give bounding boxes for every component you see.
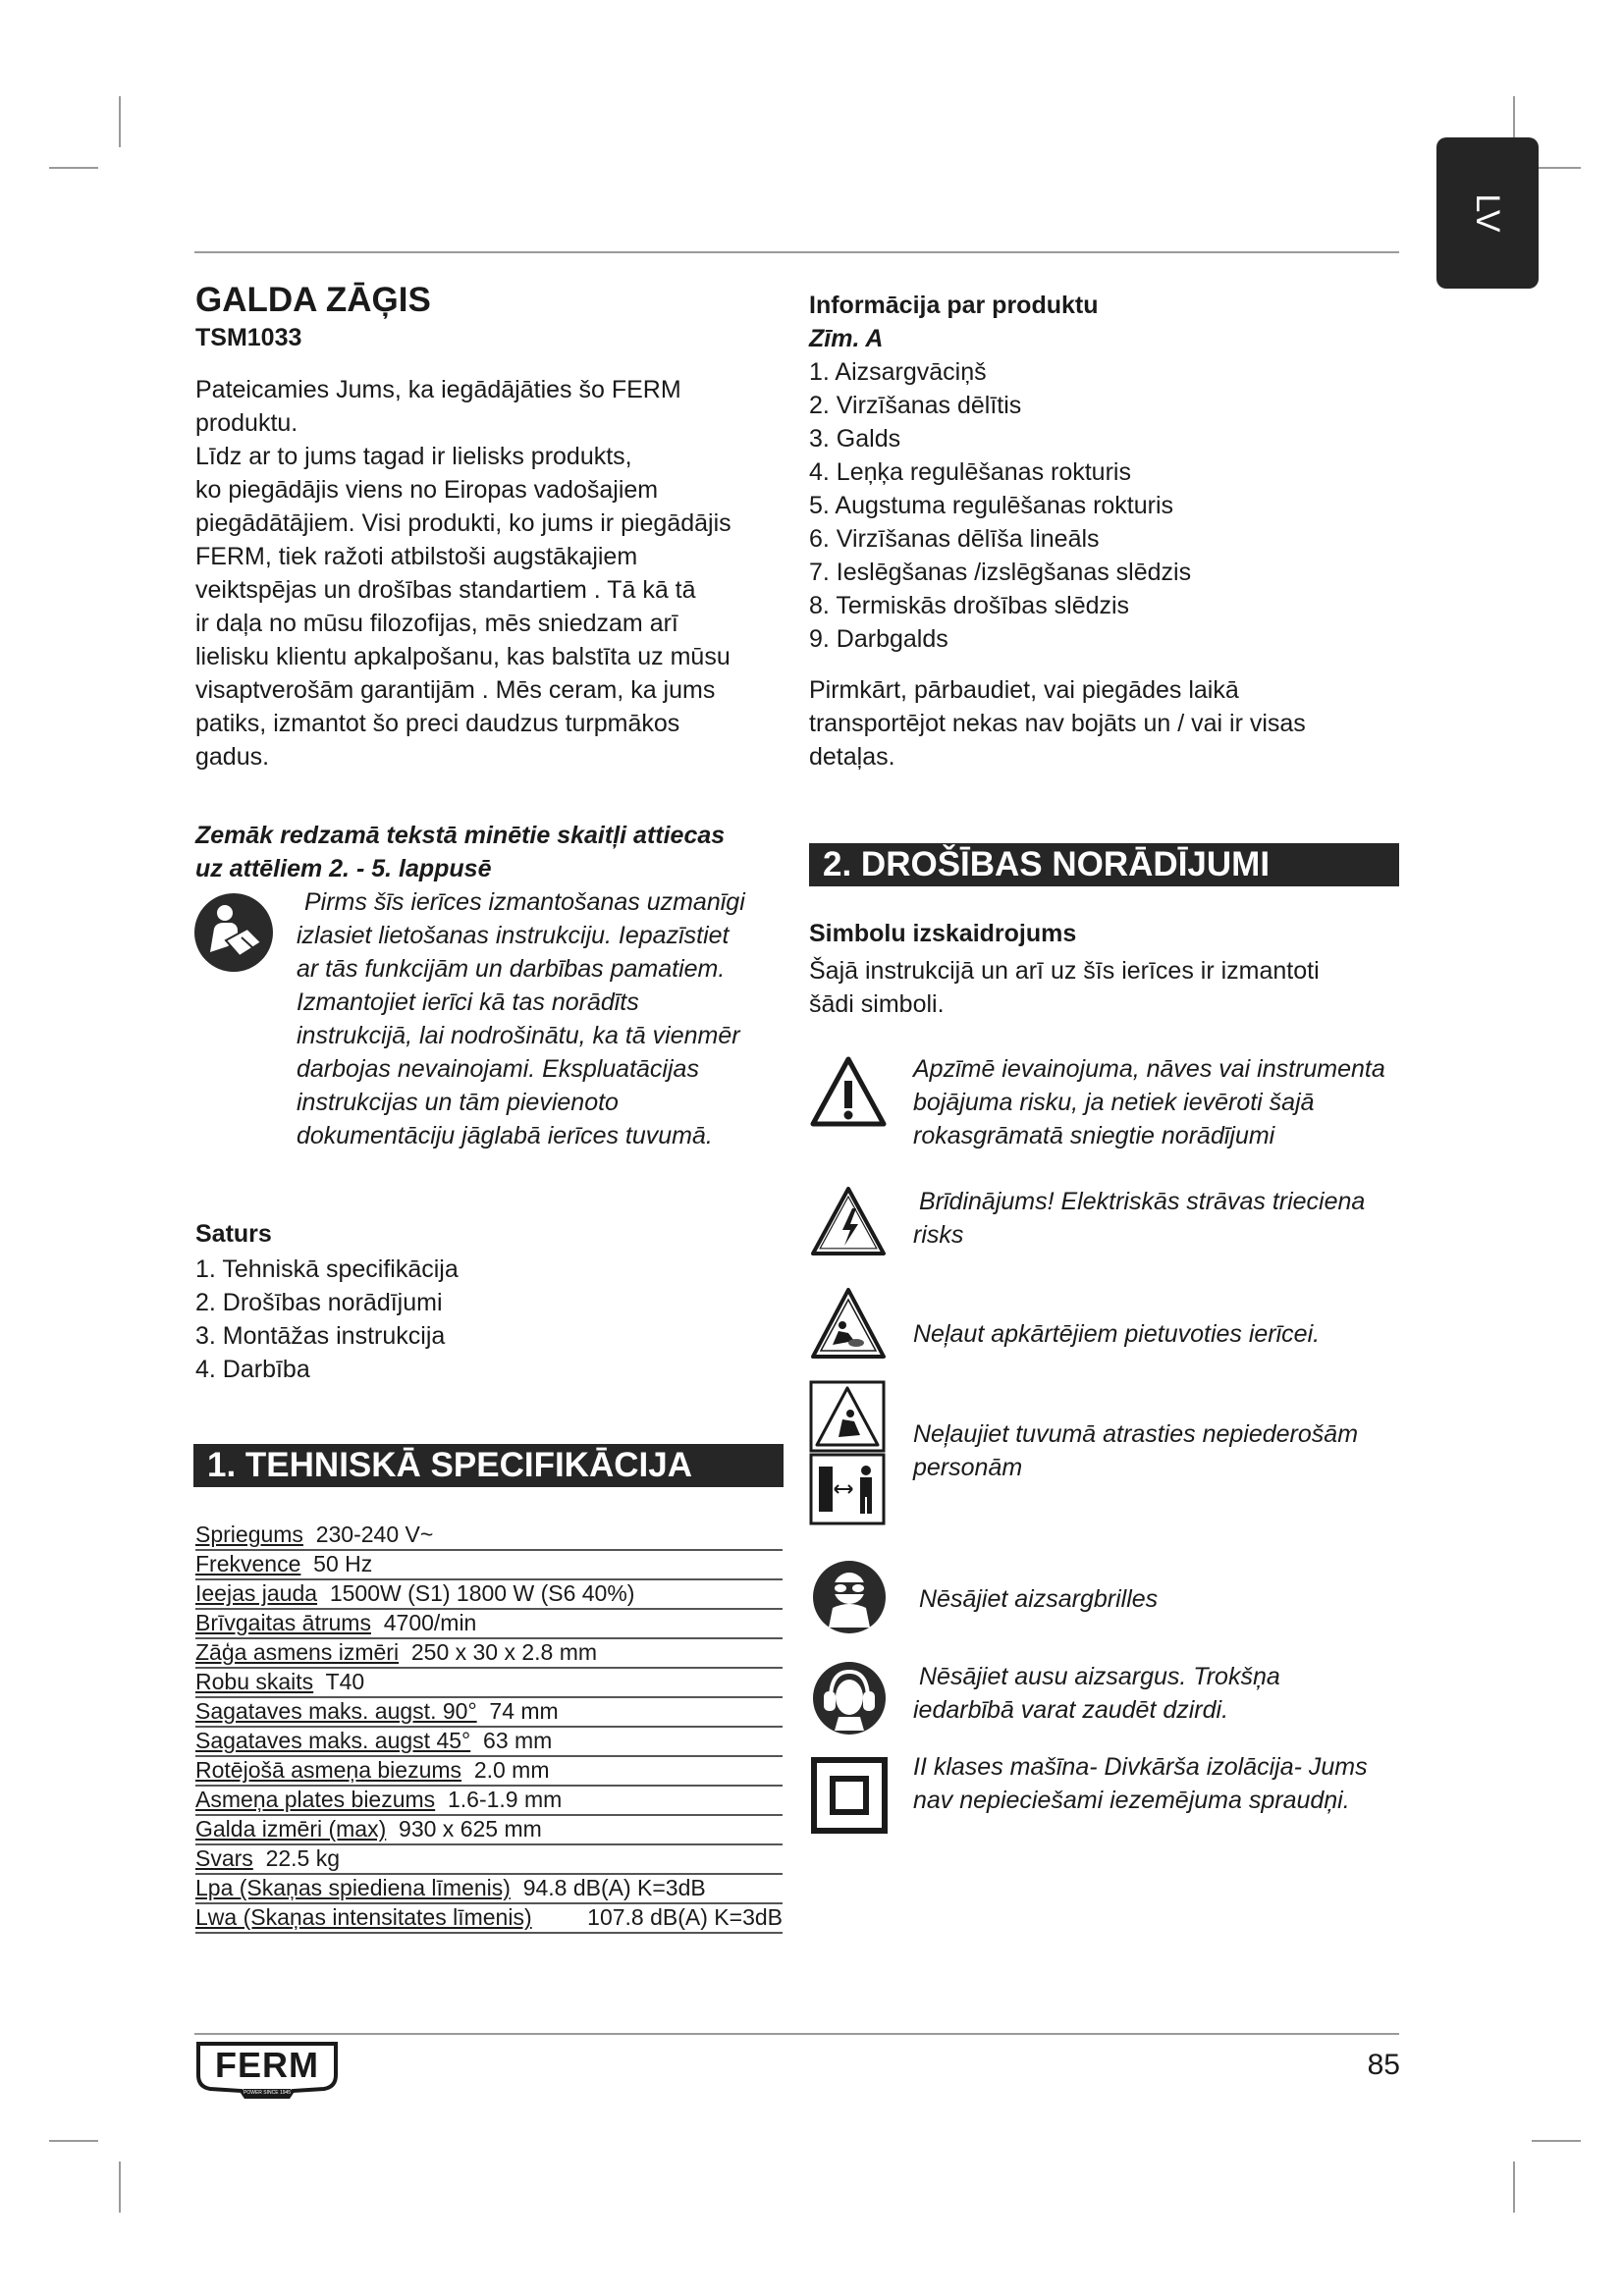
note-heading-line: uz attēliem 2. - 5. lappusē bbox=[195, 855, 492, 882]
spec-value: 230-240 V~ bbox=[315, 1522, 434, 1547]
contents-item: 3. Montāžas instrukcija bbox=[195, 1322, 446, 1350]
contents-item: 4. Darbība bbox=[195, 1356, 310, 1383]
intro-line: veiktspējas un drošības standartiem . Tā kā tā bbox=[195, 576, 696, 604]
intro-line: FERM, tiek ražoti atbilstoši augstākajiem bbox=[195, 543, 638, 570]
read-manual-line: darbojas nevainojami. Ekspluatācijas bbox=[297, 1055, 699, 1083]
spec-label: Robu skaits bbox=[195, 1669, 314, 1694]
spec-value: 22.5 kg bbox=[265, 1845, 341, 1871]
intro-line: lielisku klientu apkalpošanu, kas balstīta uz mūsu bbox=[195, 643, 731, 670]
sym-line: Nēsājiet aizsargbrilles bbox=[919, 1585, 1159, 1613]
check-line: transportējot nekas nav bojāts un / vai ir visas bbox=[809, 710, 1306, 737]
spec-value: 107.8 dB(A) K=3dB bbox=[587, 1904, 783, 1930]
figure-note-heading bbox=[195, 819, 804, 885]
part-item: 7. Ieslēgšanas /izslēgšanas slēdzis bbox=[809, 559, 1192, 586]
contents-heading: Saturs bbox=[195, 1220, 272, 1248]
spec-row bbox=[195, 1726, 783, 1757]
sym-line: bojājuma risku, ja netiek ievēroti šajā bbox=[913, 1089, 1315, 1116]
spec-row bbox=[195, 1843, 783, 1875]
footer-rule bbox=[194, 2033, 1399, 2035]
spec-value: 94.8 dB(A) K=3dB bbox=[522, 1875, 706, 1900]
spec-row bbox=[195, 1902, 783, 1934]
sym-line: Apzīmē ievainojuma, nāves vai instrumenta bbox=[913, 1055, 1385, 1083]
part-item: 8. Termiskās drošības slēdzis bbox=[809, 592, 1130, 619]
class-ii-symbol-text bbox=[913, 1750, 1404, 1817]
spec-label: Rotējošā asmeņa biezums bbox=[195, 1757, 462, 1783]
crop-mark bbox=[119, 96, 121, 147]
spec-label: Spriegums bbox=[195, 1522, 303, 1547]
product-info-heading: Informācija par produktu bbox=[809, 292, 1099, 319]
warning-symbol-text bbox=[913, 1052, 1404, 1152]
symbols-intro-block bbox=[809, 917, 1398, 1021]
read-manual-line: Pirms šīs ierīces izmantošanas uzmanīgi bbox=[304, 888, 745, 916]
check-line: Pirmkārt, pārbaudiet, vai piegādes laikā bbox=[809, 676, 1239, 704]
section-1-heading: 1. TEHNISKĀ SPECIFIKĀCIJA bbox=[193, 1444, 784, 1487]
spec-label: Lpa (Skaņas spiediena līmenis) bbox=[195, 1875, 511, 1900]
part-item: 2. Virzīšanas dēlītis bbox=[809, 392, 1022, 419]
crop-mark bbox=[49, 167, 98, 169]
spec-label: Frekvence bbox=[195, 1551, 301, 1576]
crop-mark bbox=[1513, 2162, 1515, 2213]
symbols-heading: Simbolu izskaidrojums bbox=[809, 920, 1077, 947]
note-heading-line: Zemāk redzamā tekstā minētie skaitļi attiecas bbox=[195, 822, 726, 849]
electric-shock-icon bbox=[809, 1185, 888, 1257]
product-info-block bbox=[809, 289, 1398, 774]
spec-value: 2.0 mm bbox=[473, 1757, 550, 1783]
spec-value: 74 mm bbox=[489, 1698, 559, 1724]
page-number: 85 bbox=[1367, 2049, 1400, 2081]
sym-line: risks bbox=[913, 1221, 964, 1249]
parts-list bbox=[809, 355, 1398, 656]
spec-value: 4700/min bbox=[383, 1610, 477, 1635]
spec-label: Sagataves maks. augst. 90° bbox=[195, 1698, 477, 1724]
intro-line: gadus. bbox=[195, 743, 270, 771]
intro-line: produktu. bbox=[195, 409, 298, 437]
double-insulation-icon bbox=[811, 1757, 888, 1834]
read-manual-line: instrukcijas un tām pievienoto bbox=[297, 1089, 619, 1116]
header-rule bbox=[194, 251, 1399, 253]
spec-label: Svars bbox=[195, 1845, 253, 1871]
electric-symbol-text bbox=[913, 1185, 1404, 1252]
part-item: 1. Aizsargvāciņš bbox=[809, 358, 987, 386]
unauthorized-symbol-text bbox=[913, 1417, 1404, 1484]
spec-label: Sagataves maks. augst 45° bbox=[195, 1728, 471, 1753]
product-title: GALDA ZĀĢIS bbox=[195, 281, 431, 319]
spec-row bbox=[195, 1785, 783, 1816]
crop-mark bbox=[49, 2140, 98, 2142]
intro-line: ko piegādājis viens no Eiropas vadošajiem bbox=[195, 476, 659, 504]
sym-line: Nēsājiet ausu aizsargus. Trokšņa bbox=[919, 1663, 1280, 1690]
spec-value: 1.6-1.9 mm bbox=[447, 1787, 563, 1812]
delivery-check-paragraph bbox=[809, 673, 1398, 774]
part-item: 5. Augstuma regulēšanas rokturis bbox=[809, 492, 1174, 519]
spec-value: 63 mm bbox=[483, 1728, 553, 1753]
intro-line: piegādātājiem. Visi produkti, ko jums ir piegādājis bbox=[195, 509, 731, 537]
spec-value: 930 x 625 mm bbox=[399, 1816, 542, 1842]
sym-line: II klases mašīna- Divkārša izolācija- Jums bbox=[913, 1753, 1368, 1781]
figure-label: Zīm. A bbox=[809, 325, 884, 352]
spec-row bbox=[195, 1696, 783, 1728]
sym-line: Brīdinājums! Elektriskās strāvas trieciena bbox=[919, 1188, 1366, 1215]
sym-line: nav nepieciešami iezemējuma spraudņi. bbox=[913, 1787, 1350, 1814]
part-item: 9. Darbgalds bbox=[809, 625, 948, 653]
spec-row bbox=[195, 1873, 783, 1904]
sym-line: rokasgrāmatā sniegtie norādījumi bbox=[913, 1122, 1275, 1149]
read-manual-line: instrukcijā, lai nodrošinātu, ka tā vienmēr bbox=[297, 1022, 740, 1049]
ear-protection-icon bbox=[811, 1660, 888, 1736]
contents-item: 1. Tehniskā specifikācija bbox=[195, 1255, 459, 1283]
sym-line: Neļaut apkārtējiem pietuvoties ierīcei. bbox=[913, 1320, 1321, 1348]
read-manual-text bbox=[297, 885, 787, 1152]
crop-mark bbox=[1532, 2140, 1581, 2142]
part-item: 4. Leņķa regulēšanas rokturis bbox=[809, 458, 1131, 486]
spec-label: Lwa (Skaņas intensitates līmenis) bbox=[195, 1904, 532, 1930]
sym-line: iedarbībā varat zaudēt dzirdi. bbox=[913, 1696, 1229, 1724]
spec-label: Galda izmēri (max) bbox=[195, 1816, 387, 1842]
spec-row bbox=[195, 1578, 783, 1610]
intro-line: ir daļa no mūsu filozofijas, mēs sniedzam arī bbox=[195, 610, 678, 637]
intro-paragraph bbox=[195, 373, 804, 774]
language-tab-label: LV bbox=[1469, 193, 1507, 233]
intro-line: Pateicamies Jums, ka iegādājāties šo FERM bbox=[195, 376, 681, 403]
check-line: detaļas. bbox=[809, 743, 895, 771]
warning-triangle-icon bbox=[809, 1055, 888, 1128]
part-item: 6. Virzīšanas dēlīša lineāls bbox=[809, 525, 1100, 553]
language-tab bbox=[1436, 137, 1539, 289]
intro-line: patiks, izmantot šo preci daudzus turpmākos bbox=[195, 710, 680, 737]
read-manual-line: dokumentāciju jāglabā ierīces tuvumā. bbox=[297, 1122, 713, 1149]
spec-row bbox=[195, 1637, 783, 1669]
contents-list bbox=[195, 1253, 785, 1386]
spec-value: 50 Hz bbox=[313, 1551, 373, 1576]
model-number: TSM1033 bbox=[195, 324, 302, 351]
contents-item: 2. Drošības norādījumi bbox=[195, 1289, 443, 1316]
spec-value: T40 bbox=[325, 1669, 365, 1694]
symbols-intro-line: Šajā instrukcijā un arī uz šīs ierīces ir izmantoti bbox=[809, 957, 1320, 985]
spec-row bbox=[195, 1520, 783, 1551]
logo-tagline: POWER SINCE 1945 bbox=[244, 2090, 292, 2096]
read-manual-line: izlasiet lietošanas instrukciju. Iepazīstiet bbox=[297, 922, 730, 949]
spec-label: Ieejas jauda bbox=[195, 1580, 318, 1606]
goggles-symbol-text bbox=[919, 1582, 1400, 1616]
section-2-heading: 2. DROŠĪBAS NORĀDĪJUMI bbox=[809, 843, 1399, 886]
intro-line: Līdz ar to jums tagad ir lielisks produkts, bbox=[195, 443, 632, 470]
logo-text: FERM bbox=[215, 2045, 319, 2085]
symbols-intro-line: šādi simboli. bbox=[809, 990, 945, 1018]
spec-row bbox=[195, 1608, 783, 1639]
read-manual-line: ar tās funkcijām un darbības pamatiem. bbox=[297, 955, 726, 983]
bystanders-symbol-text bbox=[913, 1317, 1404, 1351]
spec-row bbox=[195, 1755, 783, 1787]
spec-label: Brīvgaitas ātrums bbox=[195, 1610, 371, 1635]
read-manual-line: Izmantojiet ierīci kā tas norādīts bbox=[297, 988, 639, 1016]
sym-line: personām bbox=[913, 1454, 1023, 1481]
crop-mark bbox=[119, 2162, 121, 2213]
no-unauthorized-persons-icon bbox=[809, 1380, 886, 1525]
read-manual-icon bbox=[192, 891, 275, 974]
intro-line: visaptverošām garantijām . Mēs ceram, ka jums bbox=[195, 676, 716, 704]
spec-value: 250 x 30 x 2.8 mm bbox=[410, 1639, 598, 1665]
keep-bystanders-away-icon bbox=[809, 1286, 888, 1362]
safety-goggles-icon bbox=[811, 1559, 888, 1635]
part-item: 3. Galds bbox=[809, 425, 901, 453]
ferm-logo bbox=[194, 2040, 340, 2101]
spec-row bbox=[195, 1549, 783, 1580]
spec-row bbox=[195, 1667, 783, 1698]
spec-label: Zāģa asmens izmēri bbox=[195, 1639, 400, 1665]
contents-block bbox=[195, 1217, 785, 1386]
spec-value: 1500W (S1) 1800 W (S6 40%) bbox=[329, 1580, 635, 1606]
sym-line: Neļaujiet tuvumā atrasties nepiederošām bbox=[913, 1420, 1359, 1448]
left-intro-block bbox=[195, 281, 804, 774]
ear-protection-symbol-text bbox=[913, 1660, 1404, 1727]
spec-row bbox=[195, 1814, 783, 1845]
spec-label: Asmeņa plates biezums bbox=[195, 1787, 436, 1812]
